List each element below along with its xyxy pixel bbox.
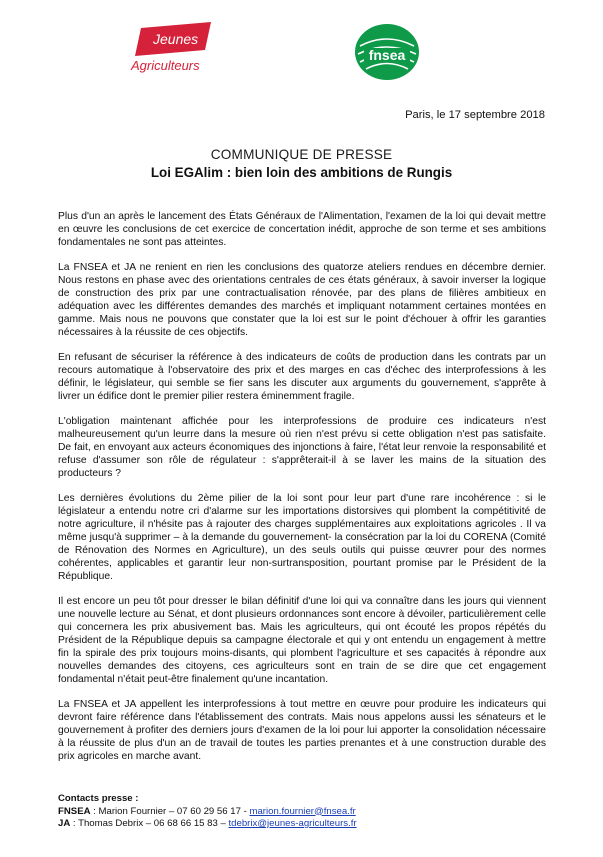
contact-fnsea-org: FNSEA [58, 805, 91, 817]
contact-fnsea-email-link[interactable]: marion.fournier@fnsea.fr [249, 805, 356, 817]
contact-ja-sep: : [70, 818, 79, 829]
fnsea-logo [340, 22, 435, 90]
body-paragraph: Il est encore un peu tôt pour dresser le bilan définitif d'une loi qui va connaître dans les jours qui viennent une nouvelle lecture au Sénat, et dont plusieurs ordonnances sont encore à dévoiler, particulièrement celle qui concernera les prix abusivement bas. Mais les agriculteurs, qui ont écouté les propos répétés du Président de la République depuis sa campagne électorale et qui y ont entendu un engagement à mettre fin la spirale des prix toujours moins-disants, qui plombent l'agriculture et ses capacités à répondre aux nouvelles demandes des citoyens, ces agriculteurs sont en train de se dire que cet engagement fondamental n'était peut-être finalement qu'une incantation. [58, 596, 546, 685]
contact-fnsea-sep: : [90, 805, 99, 817]
jeunes-agriculteurs-logo [123, 20, 223, 80]
press-contacts [58, 793, 357, 831]
ja-logo-line2: Agriculteurs [131, 58, 200, 73]
ja-logo-line1: Jeunes [153, 31, 199, 47]
document-date: Paris, le 17 septembre 2018 [405, 109, 545, 121]
document-title: COMMUNIQUE DE PRESSE [210, 147, 393, 162]
contacts-heading: Contacts presse : [58, 793, 139, 804]
document-body [58, 210, 546, 775]
contact-ja-email-link[interactable]: tdebrix@jeunes-agriculteurs.fr [228, 818, 357, 829]
body-paragraph: La FNSEA et JA ne renient en rien les conclusions des quatorze ateliers rendues en décembre dernier. Nous restons en phase avec des orientations centrales de ces états généraux, à savoir inverser la logique de construction des prix par une contractualisation rénovée, par des plans de filières ambitieux en adéquation avec les différentes demandes des marchés et impliquant notamment certaines montées en gamme. Mais nous ne pouvons que constater que la loi est sur le point d'échouer à offrir les garanties nécessaires à la réussite de ces objectifs. [58, 262, 546, 338]
fnsea-logo-text: fnsea [368, 47, 406, 63]
document-subtitle: Loi EGAlim : bien loin des ambitions de Rungis [150, 165, 453, 180]
jeunes-agriculteurs-logo-graphic [123, 20, 223, 80]
contact-fnsea-person: Marion Fournier – 07 60 29 56 17 - [98, 805, 250, 817]
body-paragraph: Les dernières évolutions du 2ème pilier de la loi sont pour leur part d'une rare incohérence : si le législateur a entendu notre cri d'alarme sur les importations distorsives qui plombent la compétitivité de notre agriculture, il n'hésite pas à rajouter des charges supplémentaires aux exploitations agricoles . Il va même jusqu'à supprimer – à la demande du gouvernement- la consécration par la loi du CORENA (Comité de Rénovation des Normes en Agriculture), un des seuls outils qui puisse œuvrer pour des normes cohérentes, applicables et garantir leur non-surtransposition, pourtant promise par le Président de la République. [58, 493, 546, 582]
contact-fnsea [58, 806, 357, 819]
contact-ja [58, 818, 357, 831]
body-paragraph: L'obligation maintenant affichée pour les interprofessions de produire ces indicateurs n'est malheureusement qu'un leurre dans la mesure où rien n'est prévu si cette obligation n'est pas satisfaite. De fait, en envoyant aux acteurs économiques des injonctions à faire, l'état leur renvoie la responsabilité et refuse d'assumer son rôle de régulateur : s'apprêterait-il à se laver les mains de la situation des producteurs ? [58, 416, 546, 479]
contact-ja-person: Thomas Debrix – 06 68 66 15 83 – [78, 818, 229, 829]
body-paragraph: Plus d'un an après le lancement des États Généraux de l'Alimentation, l'examen de la loi qui devait mettre en œuvre les conclusions de cet exercice de concertation inédit, approche de son terme et ses ambitions fondamentales ne sont pas atteintes. [58, 211, 546, 248]
fnsea-logo-graphic [340, 22, 435, 90]
body-paragraph: La FNSEA et JA appellent les interprofessions à tout mettre en œuvre pour produire les indicateurs qui devront faire référence dans l'établissement des contrats. Mais nous appelons aussi les sénateurs et le gouvernement à profiter des derniers jours d'examen de la loi pour lui apporter la consolidation nécessaire à la réussite de plus d'un an de travail de toutes les parties prenantes et à une construction durable des prix agricoles en marche avant. [58, 699, 546, 762]
body-paragraph: En refusant de sécuriser la référence à des indicateurs de coûts de production dans les contrats par un recours automatique à l'observatoire des prix et des marges en cas d'échec des interprofessions à les définir, le législateur, qui semble se fier sans les discuter aux arguments du gouvernement, s'apprête à livrer un édifice dont le premier pilier restera éminemment fragile. [58, 352, 546, 402]
contact-ja-org: JA [58, 818, 71, 829]
